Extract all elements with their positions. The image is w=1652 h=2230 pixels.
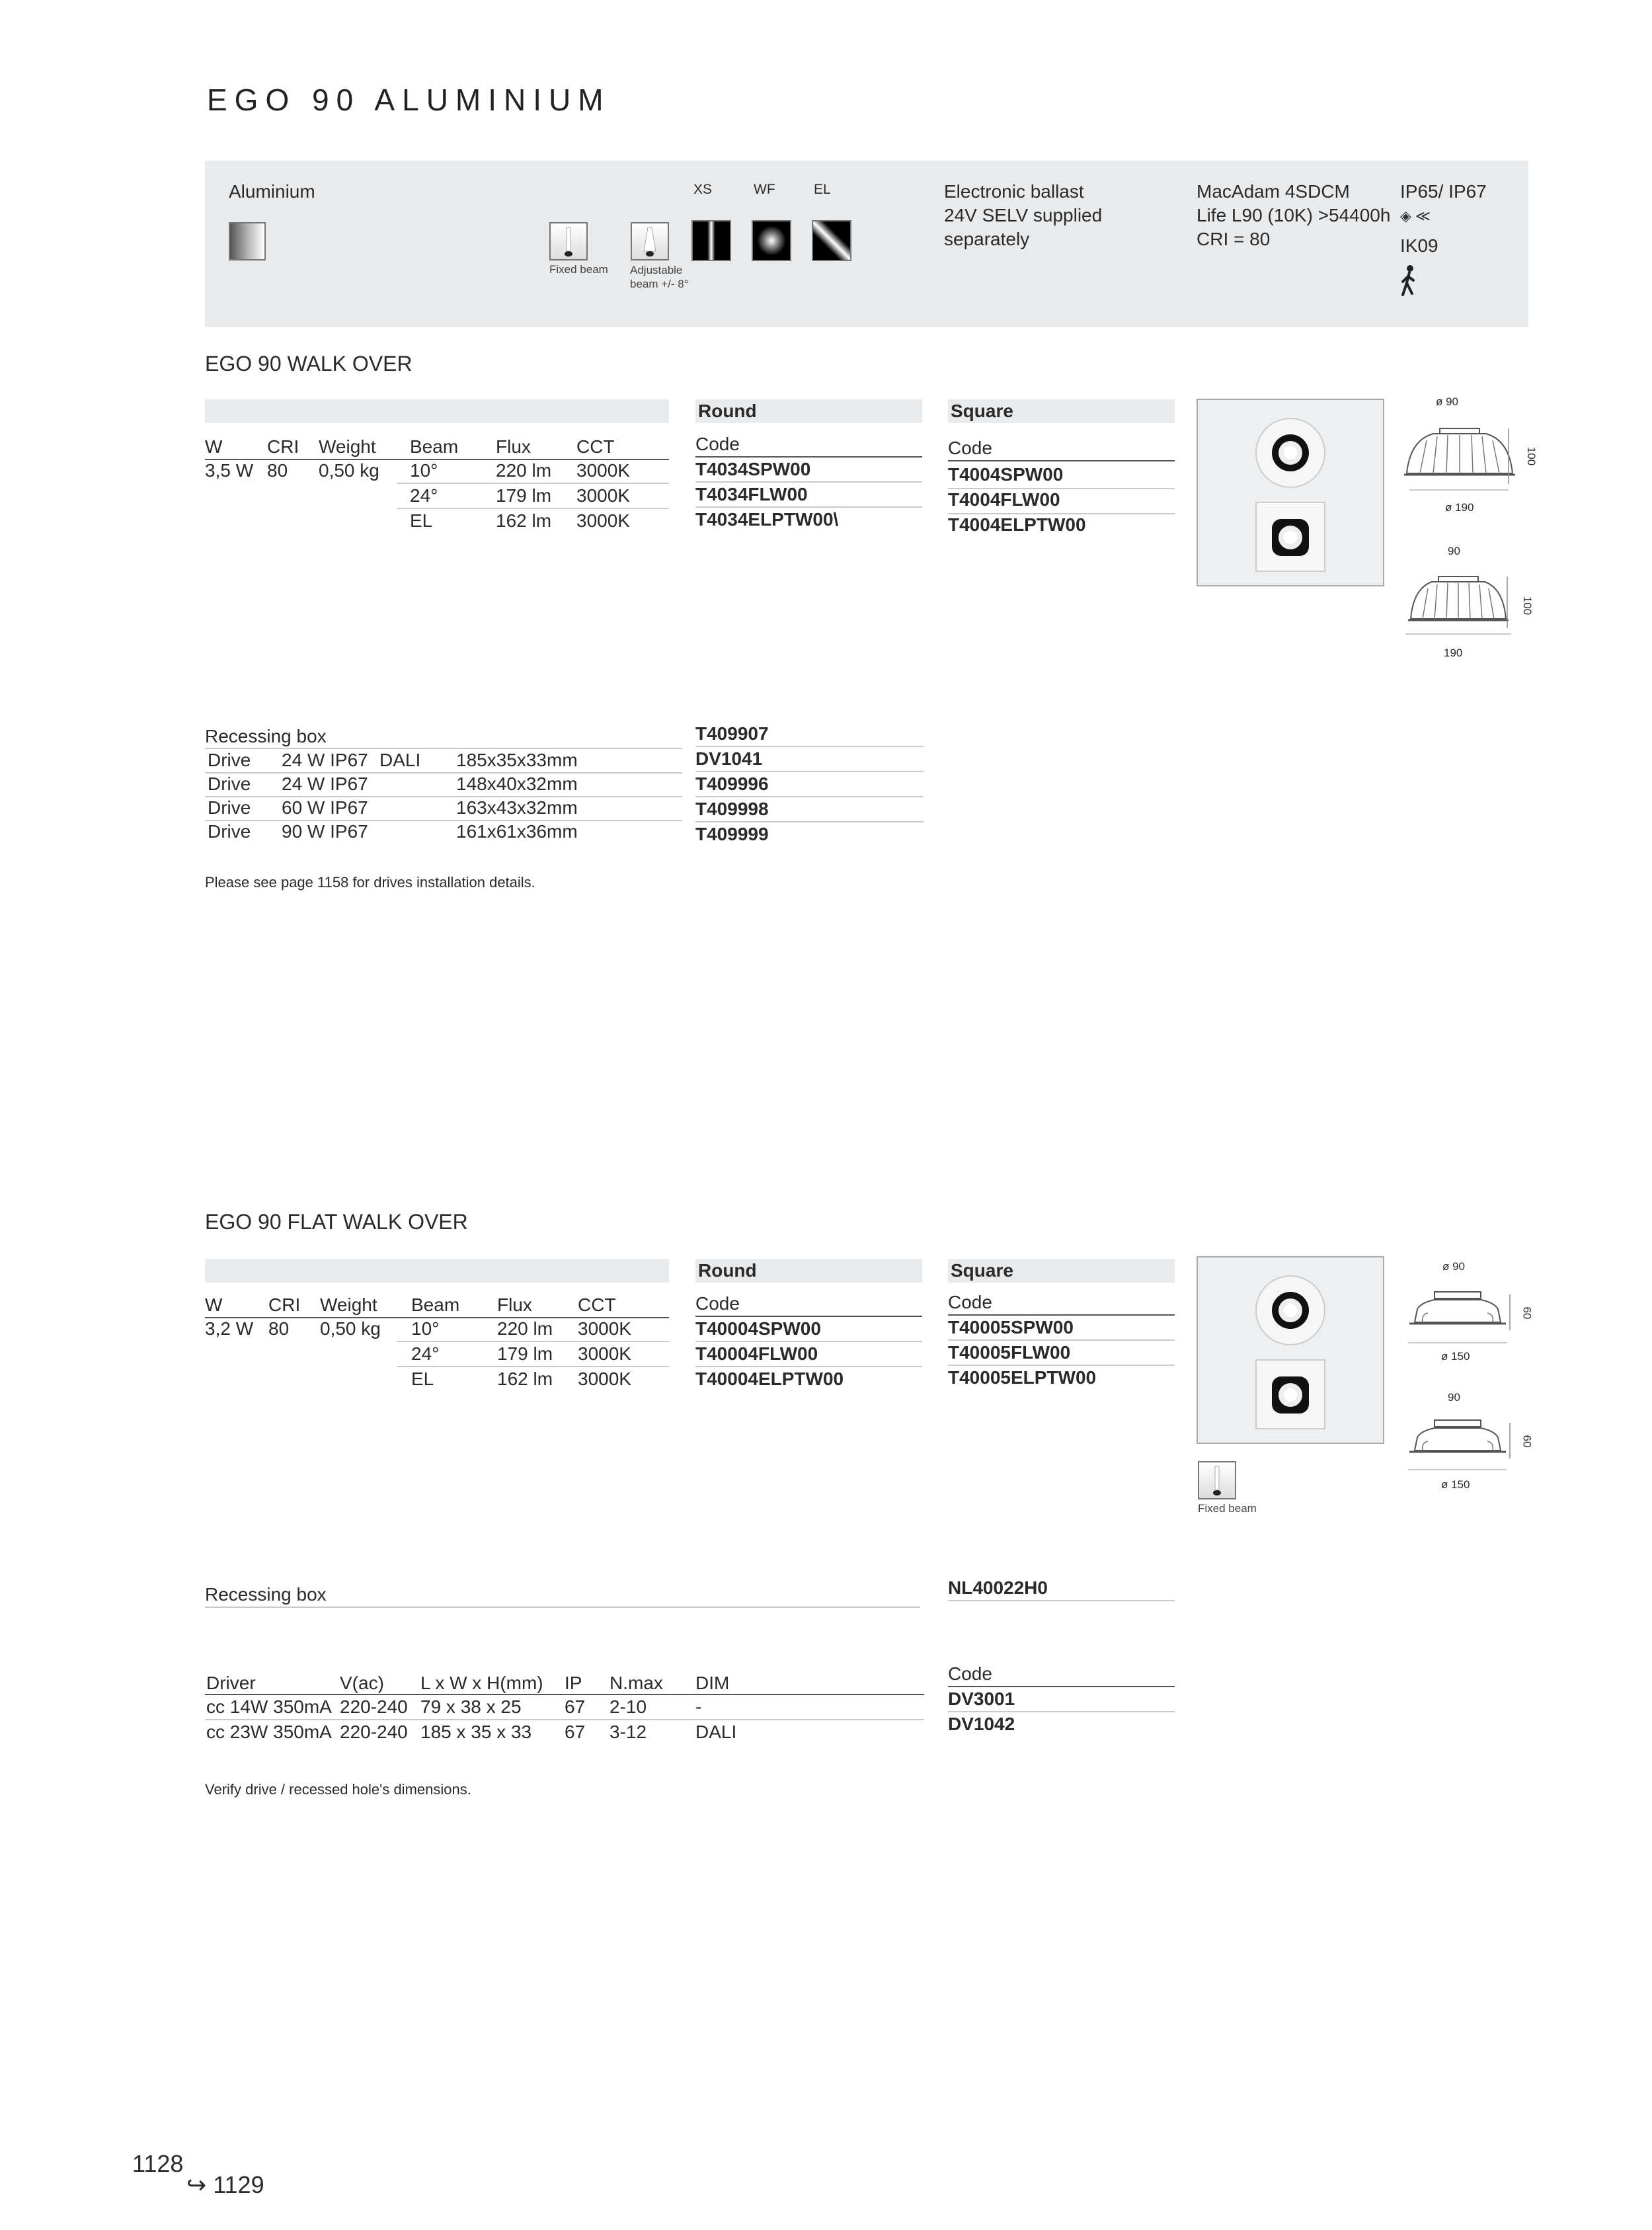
dim-1: -: [695, 1696, 702, 1717]
driver-2: cc 23W 350mA: [206, 1722, 332, 1742]
dim-header: DIM: [695, 1673, 730, 1693]
nmax-2: 3-12: [610, 1722, 647, 1742]
vac-1: 220-240: [340, 1696, 408, 1717]
flat-beam-1: 10°: [411, 1318, 440, 1339]
drive-name-3: Drive: [208, 797, 251, 818]
round-section-drawing: [1400, 420, 1519, 480]
adjustable-beam-icon: [631, 222, 669, 260]
recessing-rule: [205, 772, 682, 774]
photometry-line-3: CRI = 80: [1197, 229, 1271, 249]
flat-recessing-code-rule: [948, 1600, 1175, 1601]
walk-over-round-code-3: T4034ELPTW00\: [695, 509, 839, 530]
drive-size-4: 161x61x36mm: [456, 821, 578, 842]
recessing-code-rule: [695, 771, 924, 772]
flat-col-cri-header: CRI: [268, 1294, 301, 1315]
flat-square-code-3: T40005ELPTW00: [948, 1367, 1097, 1388]
ik-rating: IK09: [1400, 235, 1438, 256]
optic-el-icon: [812, 220, 851, 261]
walk-over-round-row-rule: [695, 481, 922, 483]
walk-over-cri: 80: [267, 460, 288, 481]
walk-over-product-photo: [1197, 399, 1384, 586]
recessing-box-code: T409907: [695, 723, 769, 744]
flat-recessing-label: Recessing box: [205, 1584, 327, 1605]
col-w-header: W: [205, 436, 223, 457]
walk-over-cct-2: 3000K: [576, 485, 630, 506]
size-1: 79 x 38 x 25: [420, 1696, 522, 1717]
dim-height-2: 100: [1521, 596, 1534, 616]
recessing-code-rule: [695, 796, 924, 797]
drivers-code-label: Code: [948, 1663, 992, 1684]
dim-bottom-sq: 190: [1444, 647, 1463, 659]
flat-fixed-beam-label: Fixed beam: [1198, 1502, 1257, 1515]
next-page-number: 1129: [213, 2171, 264, 2198]
walk-over-beam-1: 10°: [410, 460, 438, 481]
flat-dim-top-sq: 90: [1448, 1391, 1460, 1404]
flat-flux-3: 162 lm: [497, 1369, 553, 1389]
flat-square-code-rule: [948, 1314, 1175, 1316]
dim-top-dia: ø 90: [1436, 395, 1459, 408]
drive-power-4: 90 W IP67: [282, 821, 368, 842]
drive-code-1: DV1041: [695, 748, 763, 769]
flat-square-row-rule: [948, 1339, 1175, 1341]
walk-over-header-bar: [205, 399, 669, 423]
col-weight-header: Weight: [319, 436, 376, 457]
drivers-header-rule: [205, 1694, 924, 1695]
drivers-note: Verify drive / recessed hole's dimensions.: [205, 1781, 471, 1798]
flat-product-photo: [1197, 1256, 1384, 1444]
walk-over-weight: 0,50 kg: [319, 460, 379, 481]
walk-over-beam-3: EL: [410, 510, 433, 531]
flat-col-w-header: W: [205, 1294, 223, 1315]
drive-name-4: Drive: [208, 821, 251, 842]
flat-cct-3: 3000K: [578, 1369, 631, 1389]
flat-square-row-rule: [948, 1365, 1175, 1366]
walk-over-flux-1: 220 lm: [496, 460, 552, 481]
walk-over-power: 3,5 W: [205, 460, 254, 481]
ip-2: 67: [565, 1722, 586, 1742]
walk-over-cct-3: 3000K: [576, 510, 630, 531]
dim-line: [1507, 1421, 1520, 1468]
dim-line: [1507, 1293, 1520, 1339]
flat-round-code-2: T40004FLW00: [695, 1343, 818, 1364]
flat-dim-top-dia: ø 90: [1442, 1260, 1466, 1273]
flat-col-flux-header: Flux: [497, 1294, 532, 1315]
vac-header: V(ac): [340, 1673, 384, 1693]
dim-line: [1408, 1469, 1507, 1470]
ip-1: 67: [565, 1696, 586, 1717]
dim-line: [1405, 633, 1511, 635]
drive-power-1: 24 W IP67: [282, 750, 368, 770]
size-header: L x W x H(mm): [420, 1673, 543, 1693]
dim-height: 100: [1525, 446, 1538, 466]
walk-over-flux-3: 162 lm: [496, 510, 552, 531]
material-label: Aluminium: [229, 181, 315, 202]
aluminium-swatch: [229, 222, 266, 260]
electronics-line-1: Electronic ballast: [944, 181, 1084, 202]
flat-cri: 80: [268, 1318, 290, 1339]
flat-dim-bottom-dia: ø 150: [1441, 1350, 1470, 1363]
flat-flux-2: 179 lm: [497, 1343, 553, 1364]
flat-square-code-label: Code: [948, 1292, 992, 1312]
walk-over-square-code-2: T4004FLW00: [948, 489, 1060, 510]
recessing-box-label: Recessing box: [205, 726, 327, 746]
ip-rating: IP65/ IP67: [1400, 181, 1487, 202]
recessing-code-rule: [695, 746, 924, 747]
flat-round-code-rule: [695, 1316, 922, 1317]
col-cri-header: CRI: [267, 436, 299, 457]
flat-round-code-1: T40004SPW00: [695, 1318, 821, 1339]
flat-round-code-label: Code: [695, 1293, 740, 1314]
flat-beam-2: 24°: [411, 1343, 440, 1364]
flat-square-section-drawing: [1408, 1417, 1507, 1457]
dim-2: DALI: [695, 1722, 737, 1742]
optic-el-label: EL: [814, 182, 831, 197]
flat-cct-2: 3000K: [578, 1343, 631, 1364]
dim-bottom-dia: ø 190: [1445, 501, 1474, 514]
recessing-rule: [205, 820, 682, 821]
flat-round-label: Round: [698, 1260, 757, 1281]
nmax-header: N.max: [610, 1673, 663, 1693]
flat-round-code-3: T40004ELPTW00: [695, 1369, 844, 1389]
walk-over-round-row-rule: [695, 506, 922, 508]
walk-over-round-label: Round: [698, 401, 757, 421]
page-number: 1128: [132, 2150, 184, 2177]
flat-flux-1: 220 lm: [497, 1318, 553, 1339]
walk-over-round-code-2: T4034FLW00: [695, 484, 808, 504]
flat-recessing-rule: [205, 1607, 920, 1608]
drivers-row-rule: [205, 1719, 924, 1720]
col-cct-header: CCT: [576, 436, 615, 457]
flat-square-label: Square: [951, 1260, 1013, 1281]
electronics-line-2: 24V SELV supplied: [944, 205, 1103, 225]
recessing-rule: [205, 796, 682, 797]
square-section-drawing: [1405, 573, 1511, 625]
flat-row-rule: [397, 1366, 669, 1367]
flat-power: 3,2 W: [205, 1318, 254, 1339]
dim-top-sq: 90: [1448, 545, 1460, 557]
optic-wf-label: WF: [754, 182, 775, 197]
flat-square-code-2: T40005FLW00: [948, 1342, 1071, 1363]
flat-header-bar: [205, 1259, 669, 1283]
next-arrow-icon: ↪: [186, 2171, 207, 2198]
ip-header: IP: [565, 1673, 582, 1693]
electronics-line-3: separately: [944, 229, 1030, 249]
flat-square-code-1: T40005SPW00: [948, 1317, 1074, 1337]
driver-1: cc 14W 350mA: [206, 1696, 332, 1717]
col-beam-header: Beam: [410, 436, 459, 457]
adjustable-beam-label: Adjustable beam +/- 8°: [630, 264, 689, 290]
optic-xs-icon: [691, 220, 731, 261]
drive-name-2: Drive: [208, 774, 251, 794]
flat-row-rule: [397, 1341, 669, 1342]
size-2: 185 x 35 x 33: [420, 1722, 532, 1742]
photometry-line-2: Life L90 (10K) >54400h: [1197, 205, 1391, 225]
drive-size-2: 148x40x32mm: [456, 774, 578, 794]
dim-line: [1408, 1342, 1507, 1343]
flat-fixed-beam-icon: [1198, 1461, 1236, 1499]
flat-round-row-rule: [695, 1366, 922, 1367]
photometry-line-1: MacAdam 4SDCM: [1197, 181, 1350, 202]
optic-xs-label: XS: [693, 182, 713, 197]
page-title: EGO 90 ALUMINIUM: [207, 83, 611, 117]
flat-dim-height: 60: [1520, 1306, 1534, 1320]
drivers-code-row-rule: [948, 1711, 1175, 1712]
drive-name-1: Drive: [208, 750, 251, 770]
col-flux-header: Flux: [496, 436, 531, 457]
flat-weight: 0,50 kg: [320, 1318, 381, 1339]
flat-col-cct-header: CCT: [578, 1294, 616, 1315]
flat-cct-1: 3000K: [578, 1318, 631, 1339]
drive-power-3: 60 W IP67: [282, 797, 368, 818]
drive-size-3: 163x43x32mm: [456, 797, 578, 818]
walk-over-flux-2: 179 lm: [496, 485, 552, 506]
walk-over-row-rule: [397, 483, 669, 484]
walk-over-square-code-3: T4004ELPTW00: [948, 514, 1086, 535]
nmax-1: 2-10: [610, 1696, 647, 1717]
walk-over-round-code-1: T4034SPW00: [695, 459, 811, 479]
next-page-link[interactable]: [186, 2171, 264, 2199]
dim-line: [1506, 427, 1526, 487]
drive-code-3: T409998: [695, 799, 769, 819]
dim-line: [1409, 489, 1509, 491]
flat-recessing-code: NL40022H0: [948, 1577, 1048, 1598]
flat-round-row-rule: [695, 1341, 922, 1342]
vac-2: 220-240: [340, 1722, 408, 1742]
drivers-code-rule: [948, 1686, 1175, 1687]
walk-over-icon: [1399, 264, 1419, 298]
walk-over-round-code-label: Code: [695, 434, 740, 454]
flat-beam-3: EL: [411, 1369, 434, 1389]
drive-dim-1: DALI: [379, 750, 421, 770]
walk-over-title: EGO 90 WALK OVER: [205, 352, 413, 376]
flat-walk-over-title: EGO 90 FLAT WALK OVER: [205, 1210, 468, 1234]
recessing-rule: [205, 748, 682, 749]
drive-power-2: 24 W IP67: [282, 774, 368, 794]
walk-over-square-code-label: Code: [948, 438, 992, 458]
walk-over-square-code-rule: [948, 460, 1175, 461]
class-symbols-icon: ◈ ≪: [1400, 208, 1431, 224]
flat-col-beam-header: Beam: [411, 1294, 460, 1315]
recessing-code-rule: [695, 821, 924, 822]
walk-over-cct-1: 3000K: [576, 460, 630, 481]
drivers-code-1: DV3001: [948, 1689, 1015, 1709]
fixed-beam-icon: [549, 222, 588, 260]
fixed-beam-label: Fixed beam: [549, 263, 608, 276]
drive-code-4: T409999: [695, 824, 769, 844]
walk-over-beam-2: 24°: [410, 485, 438, 506]
drive-size-1: 185x35x33mm: [456, 750, 578, 770]
drive-code-2: T409996: [695, 774, 769, 794]
drivers-code-2: DV1042: [948, 1714, 1015, 1734]
driver-header: Driver: [206, 1673, 256, 1693]
optic-wf-icon: [752, 220, 791, 261]
flat-round-section-drawing: [1408, 1289, 1507, 1329]
walk-over-square-code-1: T4004SPW00: [948, 464, 1064, 485]
flat-dim-height-2: 60: [1520, 1435, 1534, 1448]
flat-dim-bottom-sq: ø 150: [1441, 1478, 1470, 1491]
recessing-note: Please see page 1158 for drives installation details.: [205, 874, 535, 891]
flat-col-weight-header: Weight: [320, 1294, 377, 1315]
walk-over-square-label: Square: [951, 401, 1013, 421]
walk-over-round-code-rule: [695, 456, 922, 458]
walk-over-row-rule: [397, 508, 669, 509]
